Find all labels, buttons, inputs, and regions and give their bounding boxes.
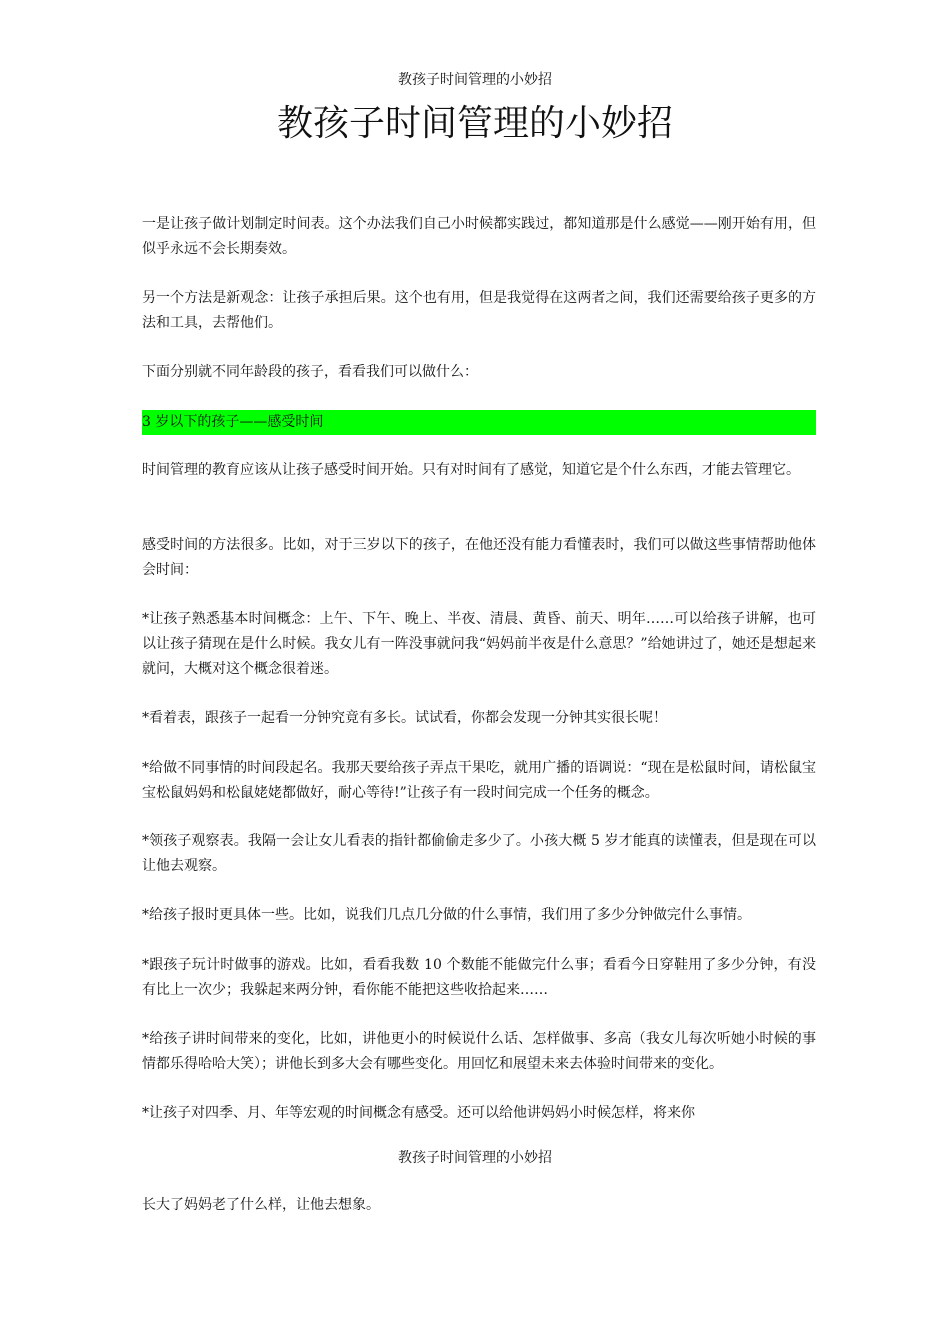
document-title: 教孩子时间管理的小妙招	[276, 103, 673, 144]
running-header-page-2: 教孩子时间管理的小妙招	[398, 1150, 552, 1166]
bullet-paragraph-one-minute: *看着表，跟孩子一起看一分钟究竟有多长。试试看，你都会发现一分钟其实很长呢！	[142, 710, 667, 726]
bullet-paragraph-time-concepts: *让孩子熟悉基本时间概念：上午、下午、晚上、半夜、清晨、黄昏、前天、明年……可以给孩子讲解，也可以让孩子猜现在是什么时候。我女儿有一阵没事就问我“妈妈前半夜是什么意思？”给她讲过了，她还是想起来就问，大概对这个概念很着迷。	[142, 611, 816, 677]
section-heading-highlighted: 3 岁以下的孩子——感受时间	[142, 410, 816, 435]
running-header: 教孩子时间管理的小妙招	[398, 72, 552, 88]
bullet-paragraph-seasons: *让孩子对四季、月、年等宏观的时间概念有感受。还可以给他讲妈妈小时候怎样，将来你	[142, 1105, 695, 1121]
intro-paragraph-3: 下面分别就不同年龄段的孩子，看看我们可以做什么：	[142, 364, 478, 380]
bullet-paragraph-report-time: *给孩子报时更具体一些。比如，说我们几点几分做的什么事情，我们用了多少分钟做完什么事情。	[142, 907, 751, 923]
section-paragraph-2: 感受时间的方法很多。比如，对于三岁以下的孩子，在他还没有能力看懂表时，我们可以做这些事情帮助他体会时间：	[142, 537, 816, 578]
continuation-paragraph: 长大了妈妈老了什么样，让他去想象。	[142, 1197, 380, 1213]
intro-paragraph-1: 一是让孩子做计划制定时间表。这个办法我们自己小时候都实践过，都知道那是什么感觉——刚开始有用，但似乎永远不会长期奏效。	[142, 216, 816, 257]
bullet-paragraph-name-time-slots: *给做不同事情的时间段起名。我那天要给孩子弄点干果吃，就用广播的语调说：“现在是松鼠时间，请松鼠宝宝松鼠妈妈和松鼠姥姥都做好，耐心等待!”让孩子有一段时间完成一个任务的概念。	[142, 760, 816, 801]
bullet-paragraph-watch-clock: *领孩子观察表。我隔一会让女儿看表的指针都偷偷走多少了。小孩大概 5 岁才能真的读懂表，但是现在可以让他去观察。	[142, 833, 816, 874]
intro-paragraph-2: 另一个方法是新观念：让孩子承担后果。这个也有用，但是我觉得在这两者之间，我们还需要给孩子更多的方法和工具，去帮他们。	[142, 290, 816, 331]
bullet-paragraph-timing-games: *跟孩子玩计时做事的游戏。比如，看看我数 10 个数能不能做完什么事；看看今日穿鞋用了多少分钟，有没有比上一次少；我躲起来两分钟，看你能不能把这些收拾起来……	[142, 957, 816, 998]
bullet-paragraph-changes-over-time: *给孩子讲时间带来的变化，比如，讲他更小的时候说什么话、怎样做事、多高（我女儿每次听她小时候的事情都乐得哈哈大笑）；讲他长到多大会有哪些变化。用回忆和展望未来去体验时间带来的变化。	[142, 1031, 816, 1072]
section-paragraph-1: 时间管理的教育应该从让孩子感受时间开始。只有对时间有了感觉，知道它是个什么东西，才能去管理它。	[142, 462, 800, 478]
